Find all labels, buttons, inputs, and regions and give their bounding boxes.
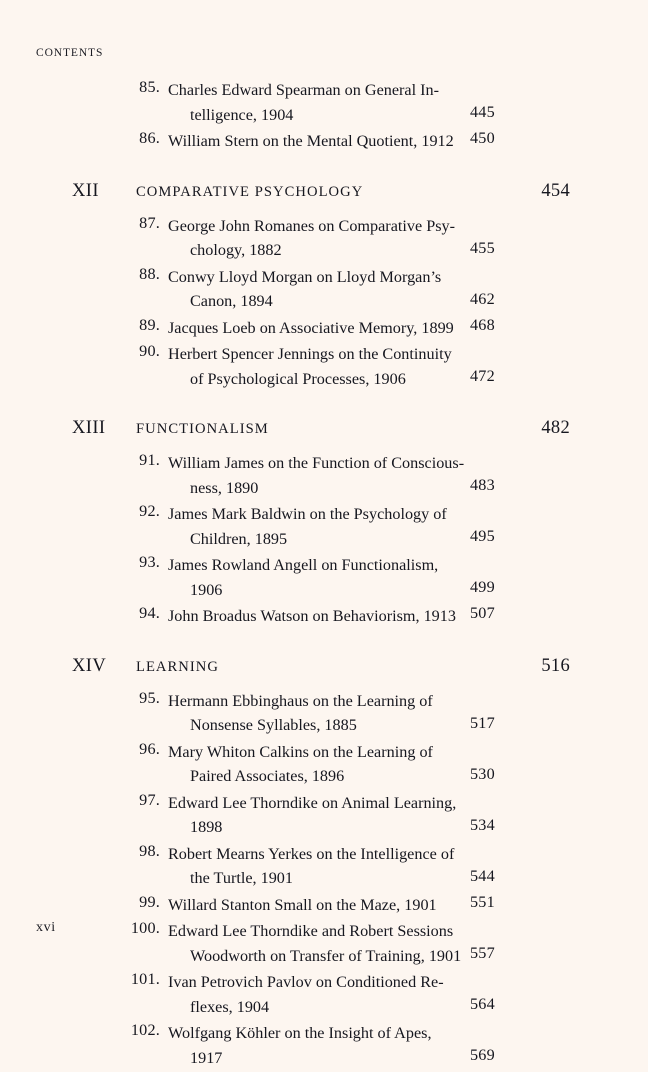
toc-entry[interactable] xyxy=(0,919,648,968)
toc-entry-title-line-2: chology, 1882 xyxy=(190,241,282,259)
toc-entry-list xyxy=(0,214,648,392)
toc-entry-number: 99. xyxy=(139,892,160,911)
toc-entry[interactable] xyxy=(0,970,648,1019)
toc-entry-title-line-1: Willard Stanton Small on the Maze, 1901 xyxy=(168,895,437,914)
toc-entry-page-number[interactable]: 557 xyxy=(470,944,495,962)
toc-entry[interactable] xyxy=(0,265,648,314)
toc-entry-title-line-2: the Turtle, 1901 xyxy=(190,869,293,887)
toc-entry[interactable] xyxy=(0,791,648,840)
toc-entry-title xyxy=(168,842,492,891)
toc-entry-title xyxy=(168,689,492,738)
toc-entry-number: 88. xyxy=(139,264,160,283)
toc-entry-title-line-1: George John Romanes on Comparative Psy- xyxy=(168,216,455,235)
toc-entry-title-line-2: 1917 xyxy=(190,1048,223,1067)
toc-entry-page-number[interactable]: 569 xyxy=(470,1046,495,1064)
toc-entry-title xyxy=(168,970,492,1019)
lead-entry-list xyxy=(0,78,648,154)
toc-entry-number: 91. xyxy=(139,451,160,469)
toc-entry[interactable] xyxy=(0,689,648,738)
toc-entry-title-line-1: Edward Lee Thorndike and Robert Sessions xyxy=(168,922,454,940)
toc-entry-title xyxy=(168,342,492,391)
toc-entry[interactable] xyxy=(0,342,648,391)
toc-chapter-roman-numeral: XIV xyxy=(72,655,107,676)
toc-entry[interactable] xyxy=(0,893,648,918)
toc-entry-page-number[interactable]: 483 xyxy=(470,476,495,494)
toc-entry-page-number[interactable]: 534 xyxy=(470,815,495,834)
toc-entry-title-line-1: Wolfgang Köhler on the Insight of Apes, xyxy=(168,1024,432,1042)
toc-entry-title xyxy=(168,604,492,629)
toc-entry-page-number[interactable]: 544 xyxy=(470,866,495,885)
toc-entry-title-line-2: 1906 xyxy=(190,580,223,599)
page-folio: xvi xyxy=(36,920,56,935)
toc-entry-title-line-2: Canon, 1894 xyxy=(190,292,273,310)
toc-entry-number: 96. xyxy=(139,739,160,758)
toc-entry-number: 87. xyxy=(139,213,160,232)
toc-entry-title-line-1: Robert Mearns Yerkes on the Intelligence of xyxy=(168,844,455,863)
toc-entry-title-line-1: Conwy Lloyd Morgan on Lloyd Morgan’s xyxy=(168,267,442,286)
toc-entry-title-line-2: Paired Associates, 1896 xyxy=(190,767,345,785)
toc-entry-page-number[interactable]: 564 xyxy=(470,995,495,1013)
toc-entry-number: 89. xyxy=(139,315,160,334)
toc-entry-title-line-1: William Stern on the Mental Quotient, 1912 xyxy=(168,132,454,150)
toc-chapter-page-number[interactable]: 482 xyxy=(541,418,570,438)
toc-entry-title-line-1: Edward Lee Thorndike on Animal Learning, xyxy=(168,793,457,812)
toc-entry-page-number[interactable]: 462 xyxy=(470,289,495,308)
toc-entry[interactable] xyxy=(0,842,648,891)
toc-entry-title xyxy=(168,893,492,918)
toc-chapter-roman-numeral: XIII xyxy=(72,418,106,438)
toc-chapter-heading[interactable] xyxy=(0,656,648,686)
toc-entry-page-number[interactable]: 507 xyxy=(470,604,495,622)
toc-entry[interactable] xyxy=(0,553,648,602)
toc-entry-title xyxy=(168,214,492,263)
toc-entry-title-line-1: Ivan Petrovich Pavlov on Conditioned Re- xyxy=(168,973,444,991)
toc-entry-title-line-2: telligence, 1904 xyxy=(190,105,294,124)
toc-chapter-title: LEARNING xyxy=(136,658,219,675)
toc-entry-page-number[interactable]: 445 xyxy=(470,103,495,121)
toc-entry-title-line-2: ness, 1890 xyxy=(190,478,259,497)
toc-entry-page-number[interactable]: 495 xyxy=(470,527,495,545)
toc-entry[interactable] xyxy=(0,604,648,629)
toc-chapter-title: COMPARATIVE PSYCHOLOGY xyxy=(136,183,364,200)
toc-entry-number: 97. xyxy=(139,790,160,809)
chapter-list xyxy=(0,181,648,1071)
toc-entry-title xyxy=(168,740,492,789)
toc-entry-title-line-2: of Psychological Processes, 1906 xyxy=(190,369,406,388)
toc-entry-title-line-1: James Rowland Angell on Functionalism, xyxy=(168,556,439,574)
toc-entry-title-line-1: William James on the Function of Conscious- xyxy=(168,454,465,472)
toc-entry-title-line-1: James Mark Baldwin on the Psychology of xyxy=(168,505,447,523)
toc-entry-title xyxy=(168,316,492,341)
toc-entry-number: 85. xyxy=(139,78,160,96)
toc-entry-title xyxy=(168,791,492,840)
toc-entry-page-number[interactable]: 517 xyxy=(470,713,495,732)
toc-entry-title xyxy=(168,919,492,968)
toc-entry-title-line-2: Woodworth on Transfer of Training, 1901 xyxy=(190,946,462,965)
toc-entry-title-line-1: Mary Whiton Calkins on the Learning of xyxy=(168,742,433,761)
toc-entry-title-line-2: Nonsense Syllables, 1885 xyxy=(190,716,357,734)
toc-entry-title xyxy=(168,502,492,551)
toc-entry-number: 98. xyxy=(139,841,160,860)
toc-chapter-title: FUNCTIONALISM xyxy=(136,421,269,437)
toc-entry-title-line-2: flexes, 1904 xyxy=(190,997,270,1016)
table-of-contents xyxy=(0,78,648,1072)
toc-entry-title xyxy=(168,129,492,154)
toc-entry-page-number[interactable]: 455 xyxy=(470,238,495,257)
toc-entry-number: 94. xyxy=(139,604,160,622)
toc-entry-page-number[interactable]: 472 xyxy=(470,367,495,385)
toc-entry-number: 86. xyxy=(139,129,160,147)
toc-chapter-heading[interactable] xyxy=(0,181,648,211)
toc-entry-title-line-2: Children, 1895 xyxy=(190,529,288,548)
toc-chapter-heading[interactable] xyxy=(0,418,648,448)
toc-entry[interactable] xyxy=(0,316,648,341)
toc-entry-number: 90. xyxy=(139,342,160,360)
toc-entry-number: 101. xyxy=(130,970,160,988)
toc-entry-title xyxy=(168,451,492,500)
toc-entry-page-number[interactable]: 468 xyxy=(470,315,495,334)
toc-entry-title xyxy=(168,265,492,314)
toc-entry[interactable] xyxy=(0,78,648,127)
toc-entry-page-number[interactable]: 530 xyxy=(470,764,495,783)
toc-entry-number: 102. xyxy=(130,1021,160,1039)
toc-entry-title-line-1: Jacques Loeb on Associative Memory, 1899 xyxy=(168,318,454,337)
toc-chapter-roman-numeral: XII xyxy=(72,180,99,201)
toc-entry-list xyxy=(0,689,648,1071)
toc-entry-title xyxy=(168,553,492,602)
toc-entry-title-line-1: Herbert Spencer Jennings on the Continuity xyxy=(168,345,452,363)
running-head: CONTENTS xyxy=(36,47,104,59)
toc-entry[interactable] xyxy=(0,214,648,263)
toc-entry[interactable] xyxy=(0,1021,648,1070)
toc-entry-title xyxy=(168,78,492,127)
toc-chapter-page-number[interactable]: 454 xyxy=(541,180,570,201)
toc-entry-page-number[interactable]: 551 xyxy=(470,892,495,911)
toc-entry-page-number[interactable]: 499 xyxy=(470,578,495,596)
toc-entry-number: 100. xyxy=(130,919,160,937)
toc-entry-title-line-1: John Broadus Watson on Behaviorism, 1913 xyxy=(168,607,456,625)
toc-entry-list xyxy=(0,451,648,629)
toc-entry[interactable] xyxy=(0,129,648,154)
toc-entry-title-line-1: Hermann Ebbinghaus on the Learning of xyxy=(168,691,433,710)
toc-entry[interactable] xyxy=(0,740,648,789)
toc-entry-title xyxy=(168,1021,492,1070)
toc-chapter-page-number[interactable]: 516 xyxy=(541,655,570,676)
toc-entry[interactable] xyxy=(0,502,648,551)
toc-entry-page-number[interactable]: 450 xyxy=(470,129,495,147)
toc-entry-title-line-1: Charles Edward Spearman on General In- xyxy=(168,81,440,99)
toc-entry-number: 93. xyxy=(139,553,160,571)
toc-entry-number: 92. xyxy=(139,502,160,520)
toc-entry-number: 95. xyxy=(139,688,160,707)
toc-entry-title-line-2: 1898 xyxy=(190,818,223,836)
toc-entry[interactable] xyxy=(0,451,648,500)
